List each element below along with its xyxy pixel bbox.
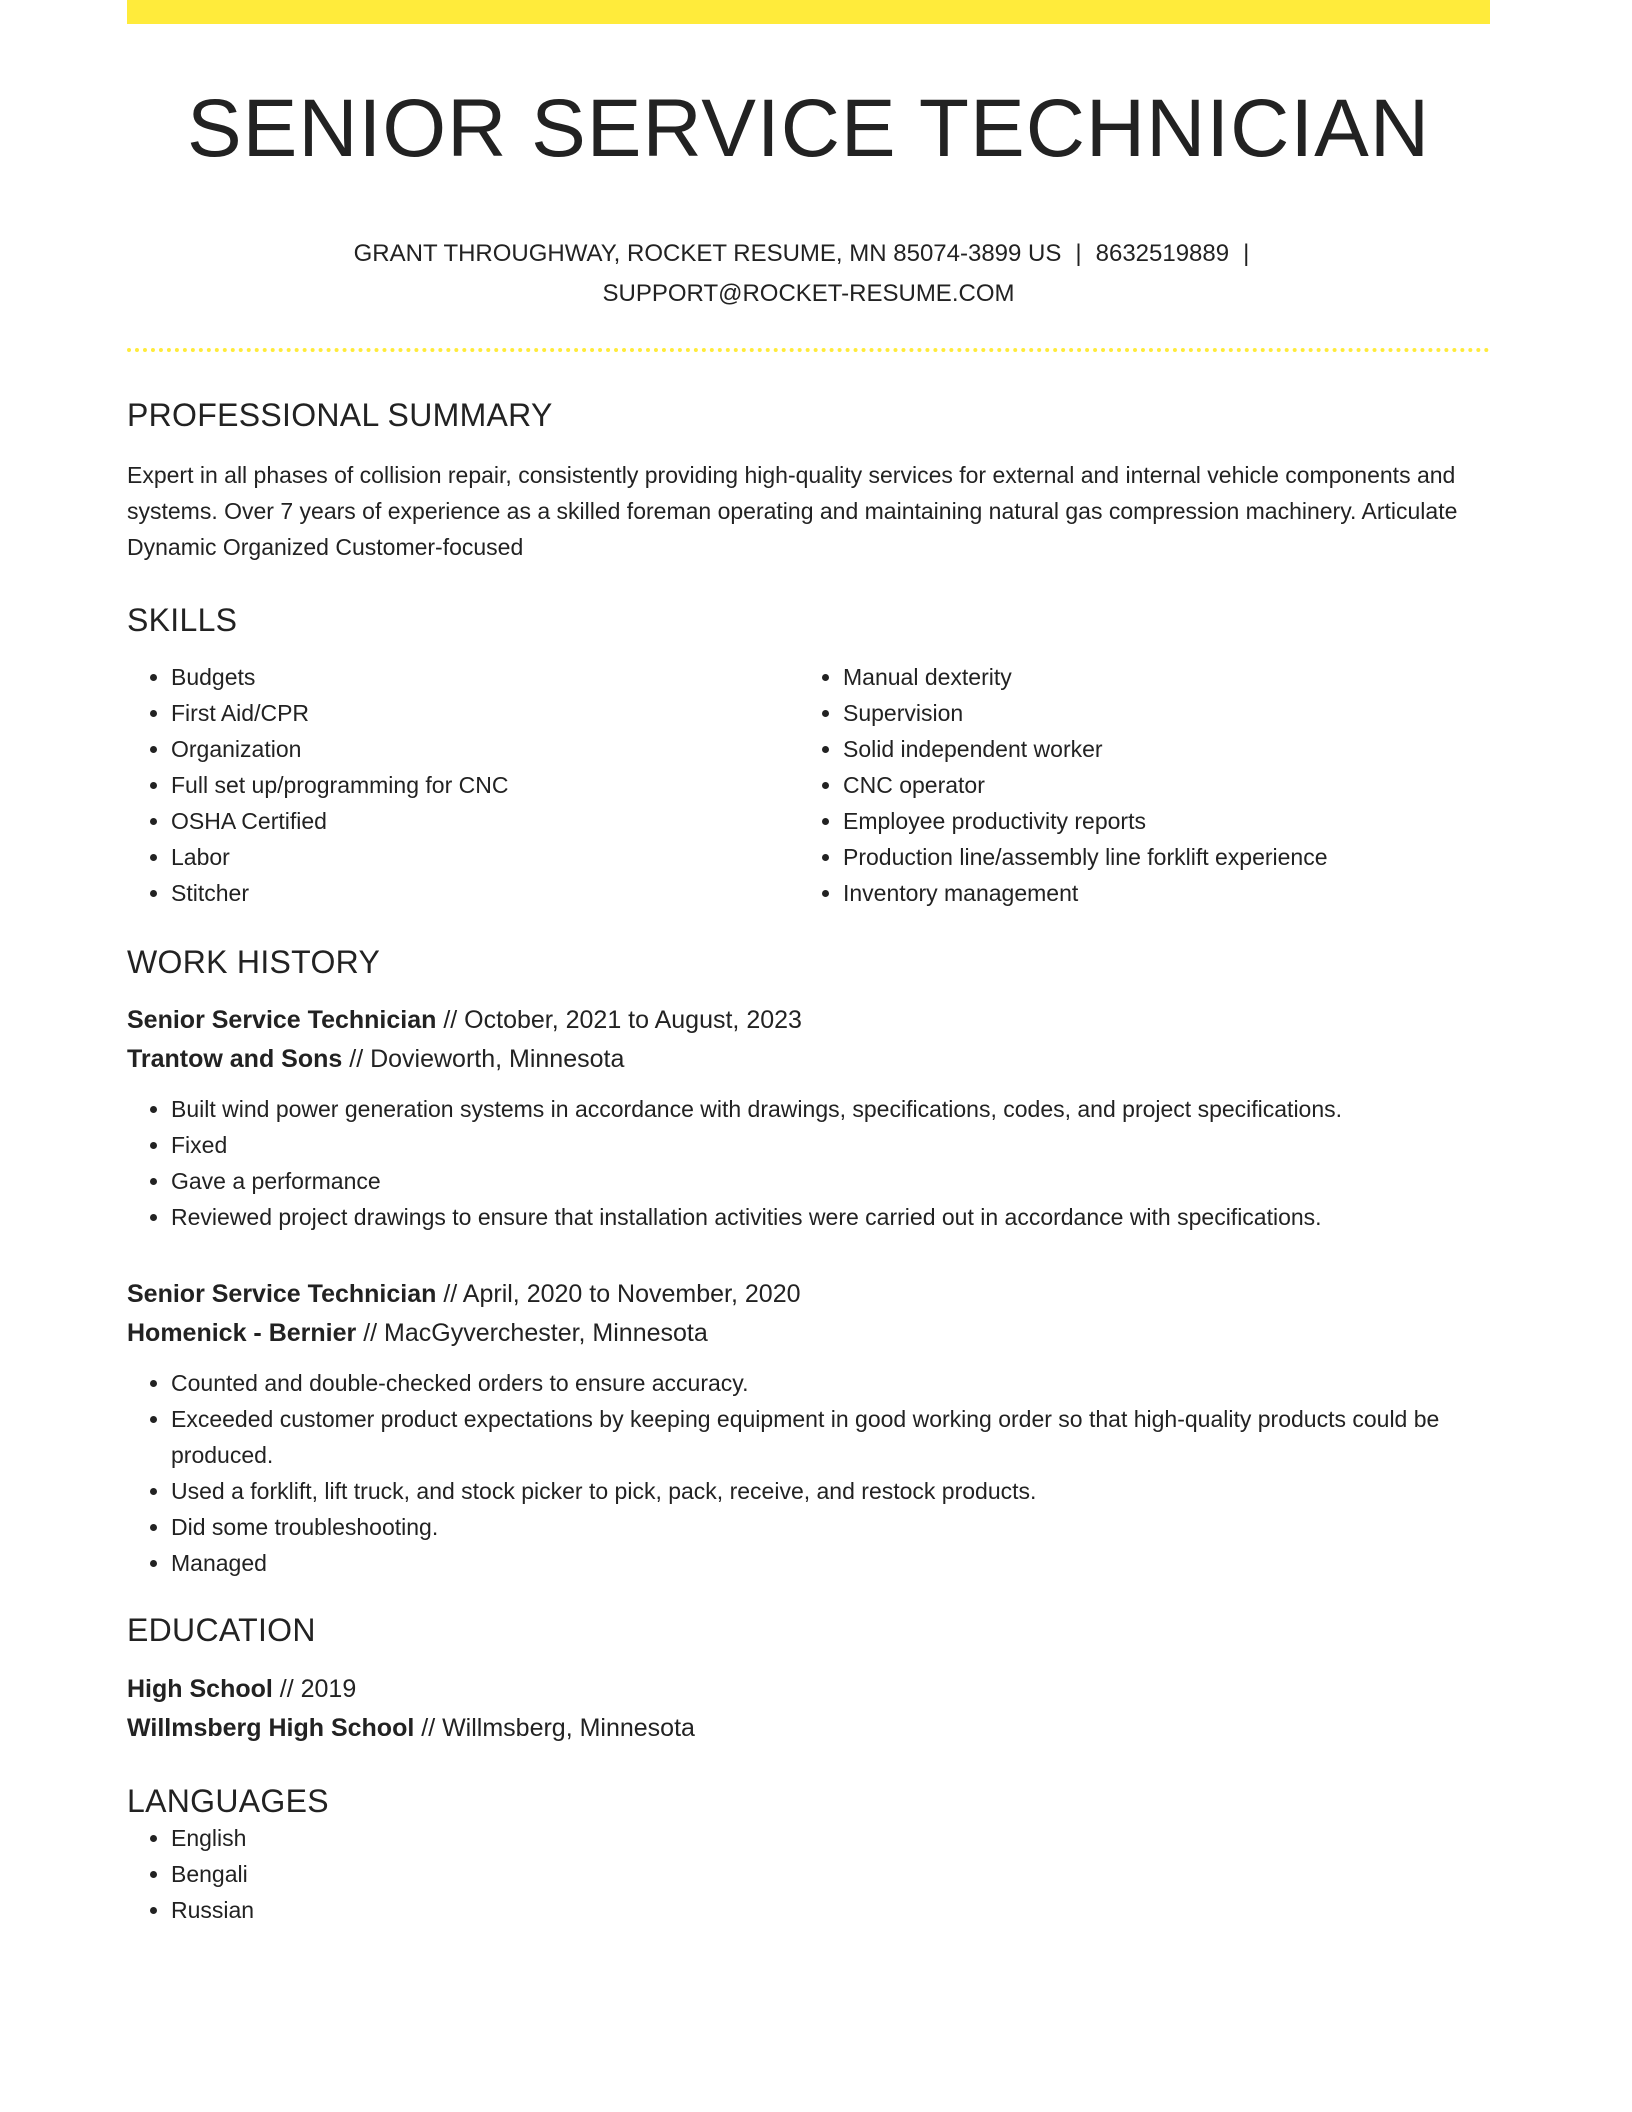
contact-separator: | <box>1243 240 1250 268</box>
skill-item: • Budgets <box>171 659 799 695</box>
duty-item: • Did some troubleshooting. <box>171 1509 1490 1545</box>
skills-list-right <box>799 659 1471 911</box>
skill-item: • Solid independent worker <box>843 731 1471 767</box>
education-heading: EDUCATION <box>127 1612 316 1649</box>
job-location: // MacGyverchester, Minnesota <box>356 1319 708 1348</box>
duty-item: • Used a forklift, lift truck, and stock picker to pick, pack, receive, and restock products. <box>171 1473 1490 1509</box>
education-degree: High School <box>127 1674 273 1703</box>
skills-column-right <box>799 659 1471 911</box>
contact-address: GRANT THROUGHWAY, ROCKET RESUME, MN 85074-3899 US <box>353 240 1062 268</box>
contact-email: SUPPORT@ROCKET-RESUME.COM <box>602 280 1015 308</box>
education-school: Willmsberg High School <box>127 1713 415 1742</box>
job-dates: // October, 2021 to August, 2023 <box>436 1006 802 1035</box>
job-title: Senior Service Technician <box>127 1006 437 1035</box>
job-duties <box>127 1365 1490 1581</box>
skill-item: • Inventory management <box>843 875 1471 911</box>
language-item: • Russian <box>171 1892 1490 1928</box>
duty-item: • Managed <box>171 1545 1490 1581</box>
job-title-line <box>127 1275 1490 1314</box>
job-title-line <box>127 1001 1490 1040</box>
work-history-heading: WORK HISTORY <box>127 943 381 980</box>
language-item: • English <box>171 1820 1490 1856</box>
contact-phone: 8632519889 <box>1095 240 1230 268</box>
job-company: Homenick - Bernier <box>127 1319 357 1348</box>
skill-item: • OSHA Certified <box>171 803 799 839</box>
job-duties <box>127 1091 1490 1235</box>
summary-heading: PROFESSIONAL SUMMARY <box>127 397 553 434</box>
job-entry <box>127 1275 1490 1581</box>
candidate-title: SENIOR SERVICE TECHNICIAN <box>186 83 1431 174</box>
dotted-divider <box>127 348 1490 352</box>
skill-item: • Manual dexterity <box>843 659 1471 695</box>
skill-item: • Production line/assembly line forklift experience <box>843 839 1471 875</box>
job-company-line <box>127 1040 1490 1079</box>
education-location: // Willmsberg, Minnesota <box>414 1713 695 1742</box>
job-company: Trantow and Sons <box>127 1045 343 1074</box>
duty-item: • Built wind power generation systems in accordance with drawings, specifications, codes, and project specifications. <box>171 1091 1490 1127</box>
skill-item: • Stitcher <box>171 875 799 911</box>
skill-item: • Organization <box>171 731 799 767</box>
languages-list <box>127 1820 1490 1928</box>
education-entry <box>127 1670 1490 1748</box>
skill-item: • First Aid/CPR <box>171 695 799 731</box>
duty-item: • Counted and double-checked orders to ensure accuracy. <box>171 1365 1490 1401</box>
skills-list-left <box>127 659 799 911</box>
education-year: // 2019 <box>272 1674 357 1703</box>
summary-text: Expert in all phases of collision repair, consistently providing high-quality services for external and internal vehicle components and systems. Over 7 years of experience as a skilled foreman operating and maintaining natural gas compression machinery. Articulate Dynamic Organized Customer-focused <box>127 461 1458 560</box>
languages-heading: LANGUAGES <box>127 1782 329 1819</box>
job-company-line <box>127 1314 1490 1353</box>
job-location: // Dovieworth, Minnesota <box>342 1045 625 1074</box>
accent-top-bar <box>127 0 1490 24</box>
education-degree-line <box>127 1670 1490 1709</box>
skill-item: • Employee productivity reports <box>843 803 1471 839</box>
skills-heading: SKILLS <box>127 601 238 638</box>
duty-item: • Exceeded customer product expectations by keeping equipment in good working order so that high-quality products could be produced. <box>171 1401 1490 1473</box>
skill-item: • Labor <box>171 839 799 875</box>
skills-grid <box>127 659 1490 911</box>
skill-item: • Supervision <box>843 695 1471 731</box>
skills-column-left <box>127 659 799 911</box>
job-dates: // April, 2020 to November, 2020 <box>436 1280 801 1309</box>
duty-item: • Fixed <box>171 1127 1490 1163</box>
skill-item: • CNC operator <box>843 767 1471 803</box>
duty-item: • Gave a performance <box>171 1163 1490 1199</box>
contact-info <box>127 234 1490 314</box>
resume-content <box>127 24 1490 1928</box>
job-entry <box>127 1001 1490 1235</box>
skill-item: • Full set up/programming for CNC <box>171 767 799 803</box>
duty-item: • Reviewed project drawings to ensure that installation activities were carried out in accordance with specifications. <box>171 1199 1490 1235</box>
contact-separator: | <box>1075 240 1082 268</box>
job-title: Senior Service Technician <box>127 1280 437 1309</box>
language-item: • Bengali <box>171 1856 1490 1892</box>
education-school-line <box>127 1709 1490 1748</box>
